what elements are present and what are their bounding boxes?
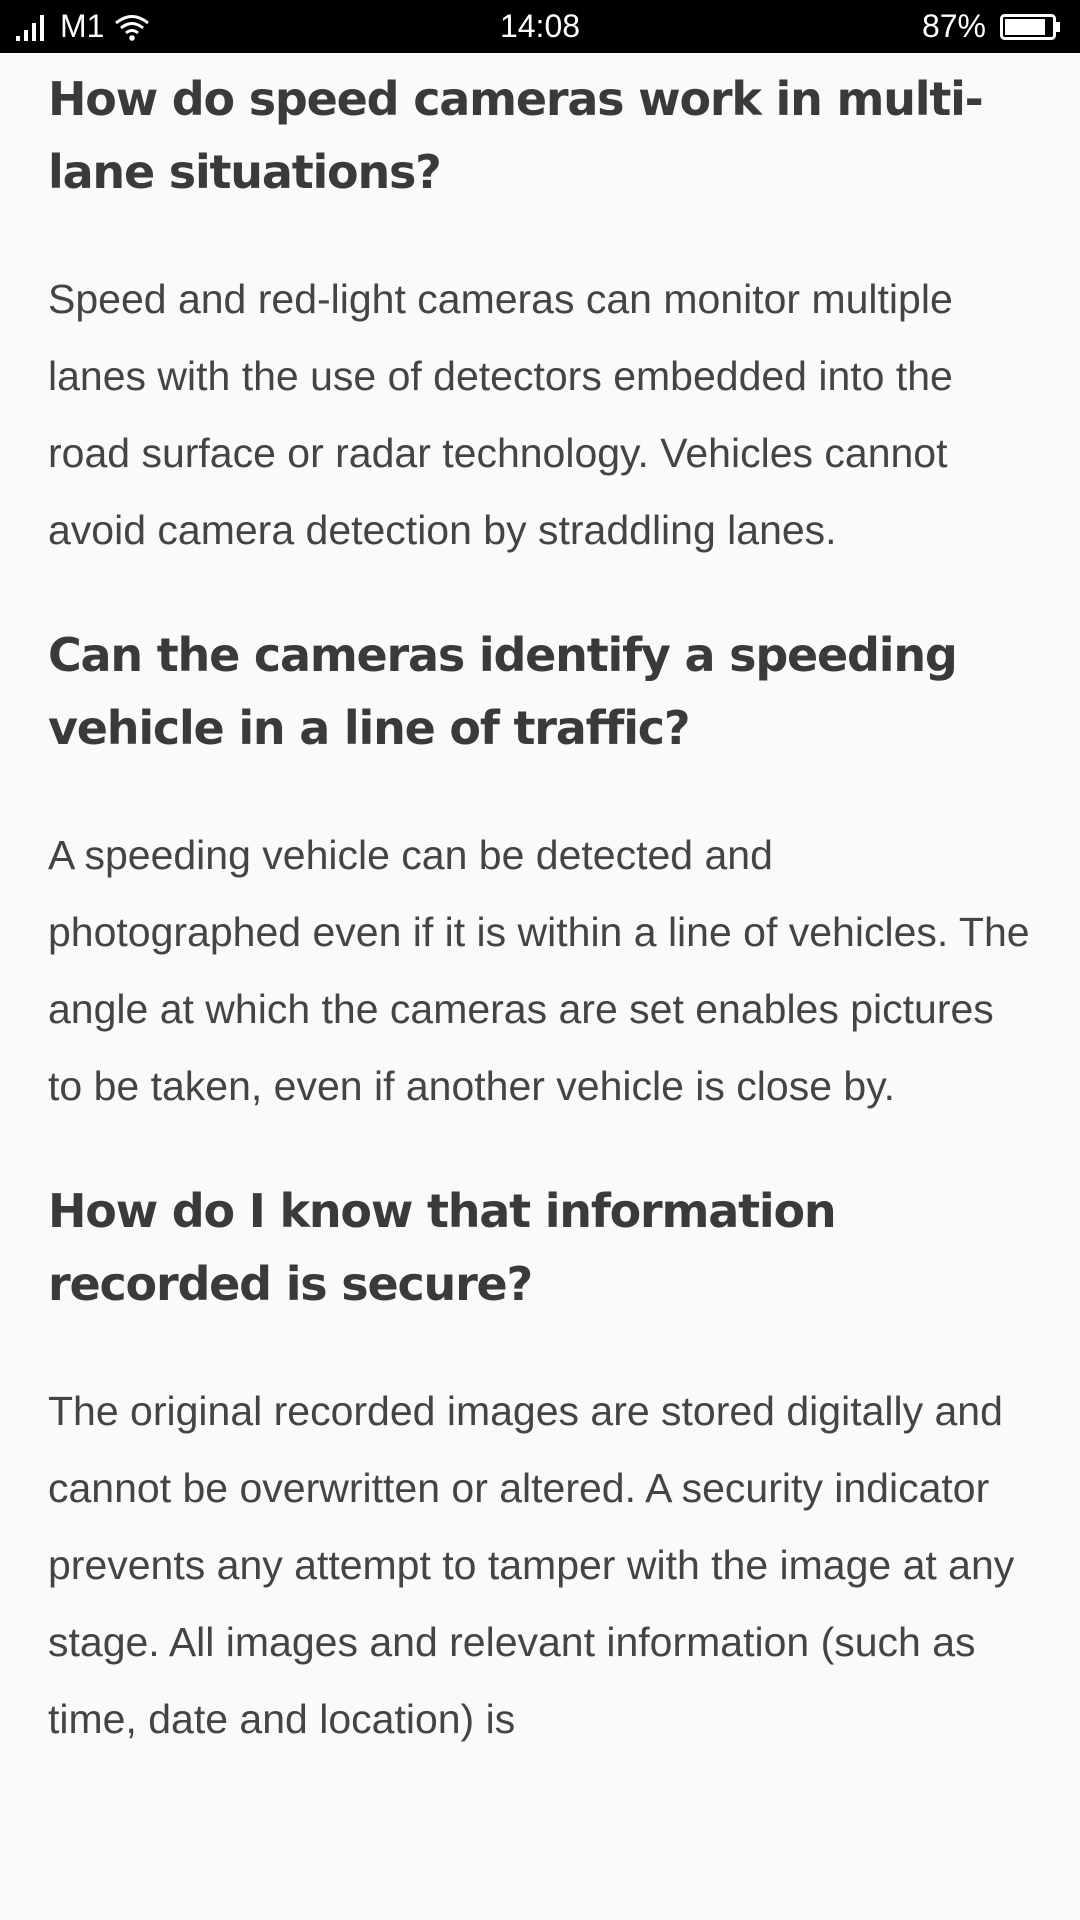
faq-answer-3: The original recorded images are stored digitally and cannot be overwritten or altered. A security indicator prevents any attempt to tamper with the image at any stage. All images and relevant information (such as time, date and location) is xyxy=(48,1388,1015,1742)
status-center xyxy=(0,0,1080,53)
faq-question-2: Can the cameras identify a speeding vehicle in a line of traffic? xyxy=(48,628,957,755)
article-content xyxy=(48,53,1032,1758)
carrier-name: M1 xyxy=(60,8,105,44)
status-bar xyxy=(0,0,1080,53)
status-right xyxy=(922,0,1062,53)
clock: 14:08 xyxy=(499,8,581,44)
faq-answer-2: A speeding vehicle can be detected and photographed even if it is within a line of vehicles. The angle at which the cameras are set enables pictures to be taken, even if another vehicle is close by. xyxy=(48,832,1030,1109)
faq-question-3: How do I know that information recorded is secure? xyxy=(48,1184,836,1311)
faq-answer-1: Speed and red-light cameras can monitor multiple lanes with the use of detectors embedded into the road surface or radar technology. Vehicles cannot avoid camera detection by straddling lanes. xyxy=(48,276,953,553)
battery-percent: 87% xyxy=(921,8,986,44)
faq-question-1: How do speed cameras work in multi-lane situations? xyxy=(48,72,983,199)
battery-icon xyxy=(1000,13,1062,41)
